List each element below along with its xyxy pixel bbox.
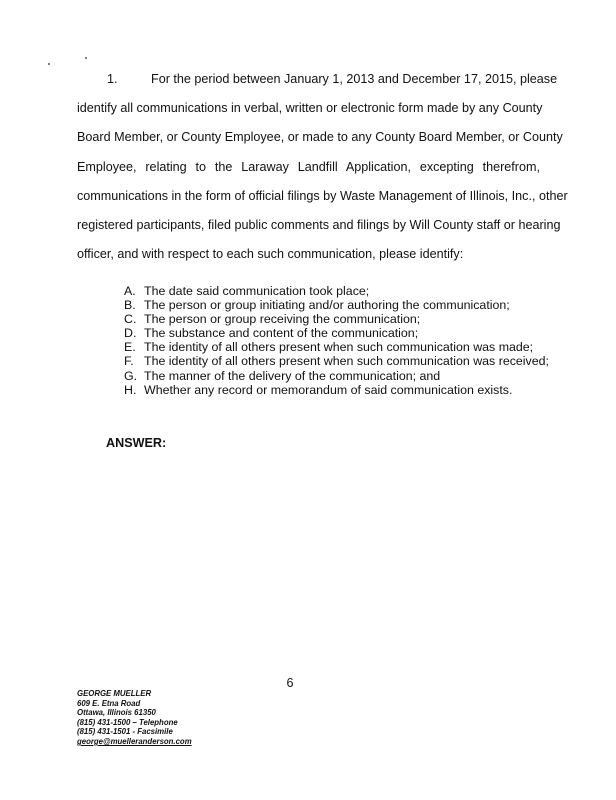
scan-speck <box>48 63 50 65</box>
list-item <box>124 354 549 368</box>
list-text: The identity of all others present when such communication was received; <box>144 354 549 369</box>
list-item <box>124 369 549 383</box>
list-letter: E. <box>124 340 136 355</box>
list-text: The date said communication took place; <box>144 284 370 298</box>
attorney-footer <box>77 689 192 747</box>
footer-address: 609 E. Etna Road <box>77 698 141 708</box>
page-number: 6 <box>286 676 294 690</box>
list-item <box>124 298 549 312</box>
interrogatory-paragraph <box>77 70 568 274</box>
footer-city: Ottawa, Illinois 61350 <box>77 708 156 718</box>
list-letter: C. <box>124 312 137 327</box>
paragraph-line: Board Member, or County Employee, or made to any County Board Member, or County <box>77 130 563 145</box>
paragraph-line: identify all communications in verbal, written or electronic form made by any County <box>77 101 543 116</box>
list-text: The person or group receiving the communication; <box>144 312 421 327</box>
list-letter: B. <box>124 298 136 313</box>
list-item <box>124 340 549 354</box>
footer-phone: (815) 431-1500 – Telephone <box>77 717 178 727</box>
list-letter: F. <box>124 354 134 369</box>
list-letter: A. <box>124 284 136 298</box>
list-text: The person or group initiating and/or authoring the communication; <box>144 298 510 313</box>
paragraph-line-text: For the period between January 1, 2013 and December 17, 2015, please <box>151 72 558 86</box>
list-text: The manner of the delivery of the communication; and <box>144 368 441 383</box>
list-item <box>124 312 549 326</box>
list-letter: D. <box>124 326 137 341</box>
list-letter: G. <box>124 368 138 383</box>
list-letter: H. <box>124 382 137 397</box>
paragraph-line: Employee, relating to the Laraway Landfill Application, excepting therefrom, <box>77 159 540 174</box>
list-item <box>124 284 549 298</box>
paragraph-last-line: officer, and with respect to each such communication, please identify: <box>77 247 464 262</box>
footer-email-link[interactable]: george@muelleranderson.com <box>77 736 192 746</box>
paragraph-first-line <box>77 70 558 99</box>
paragraph-line: communications in the form of official filings by Waste Management of Illinois, Inc., other <box>77 188 568 203</box>
answer-label: ANSWER: <box>106 436 167 450</box>
paragraph-line: registered participants, filed public comments and filings by Will County staff or hearing <box>77 217 561 232</box>
list-item <box>124 326 549 340</box>
list-item <box>124 383 549 397</box>
footer-name: GEORGE MUELLER <box>77 689 152 698</box>
list-text: The substance and content of the communication; <box>144 326 419 341</box>
identification-list <box>124 284 549 397</box>
paragraph-number: 1. <box>107 72 118 86</box>
list-text: The identity of all others present when such communication was made; <box>144 340 534 355</box>
footer-fax: (815) 431-1501 - Facsimile <box>77 727 173 737</box>
scan-speck <box>85 57 87 59</box>
list-text: Whether any record or memorandum of said communication exists. <box>144 382 513 397</box>
